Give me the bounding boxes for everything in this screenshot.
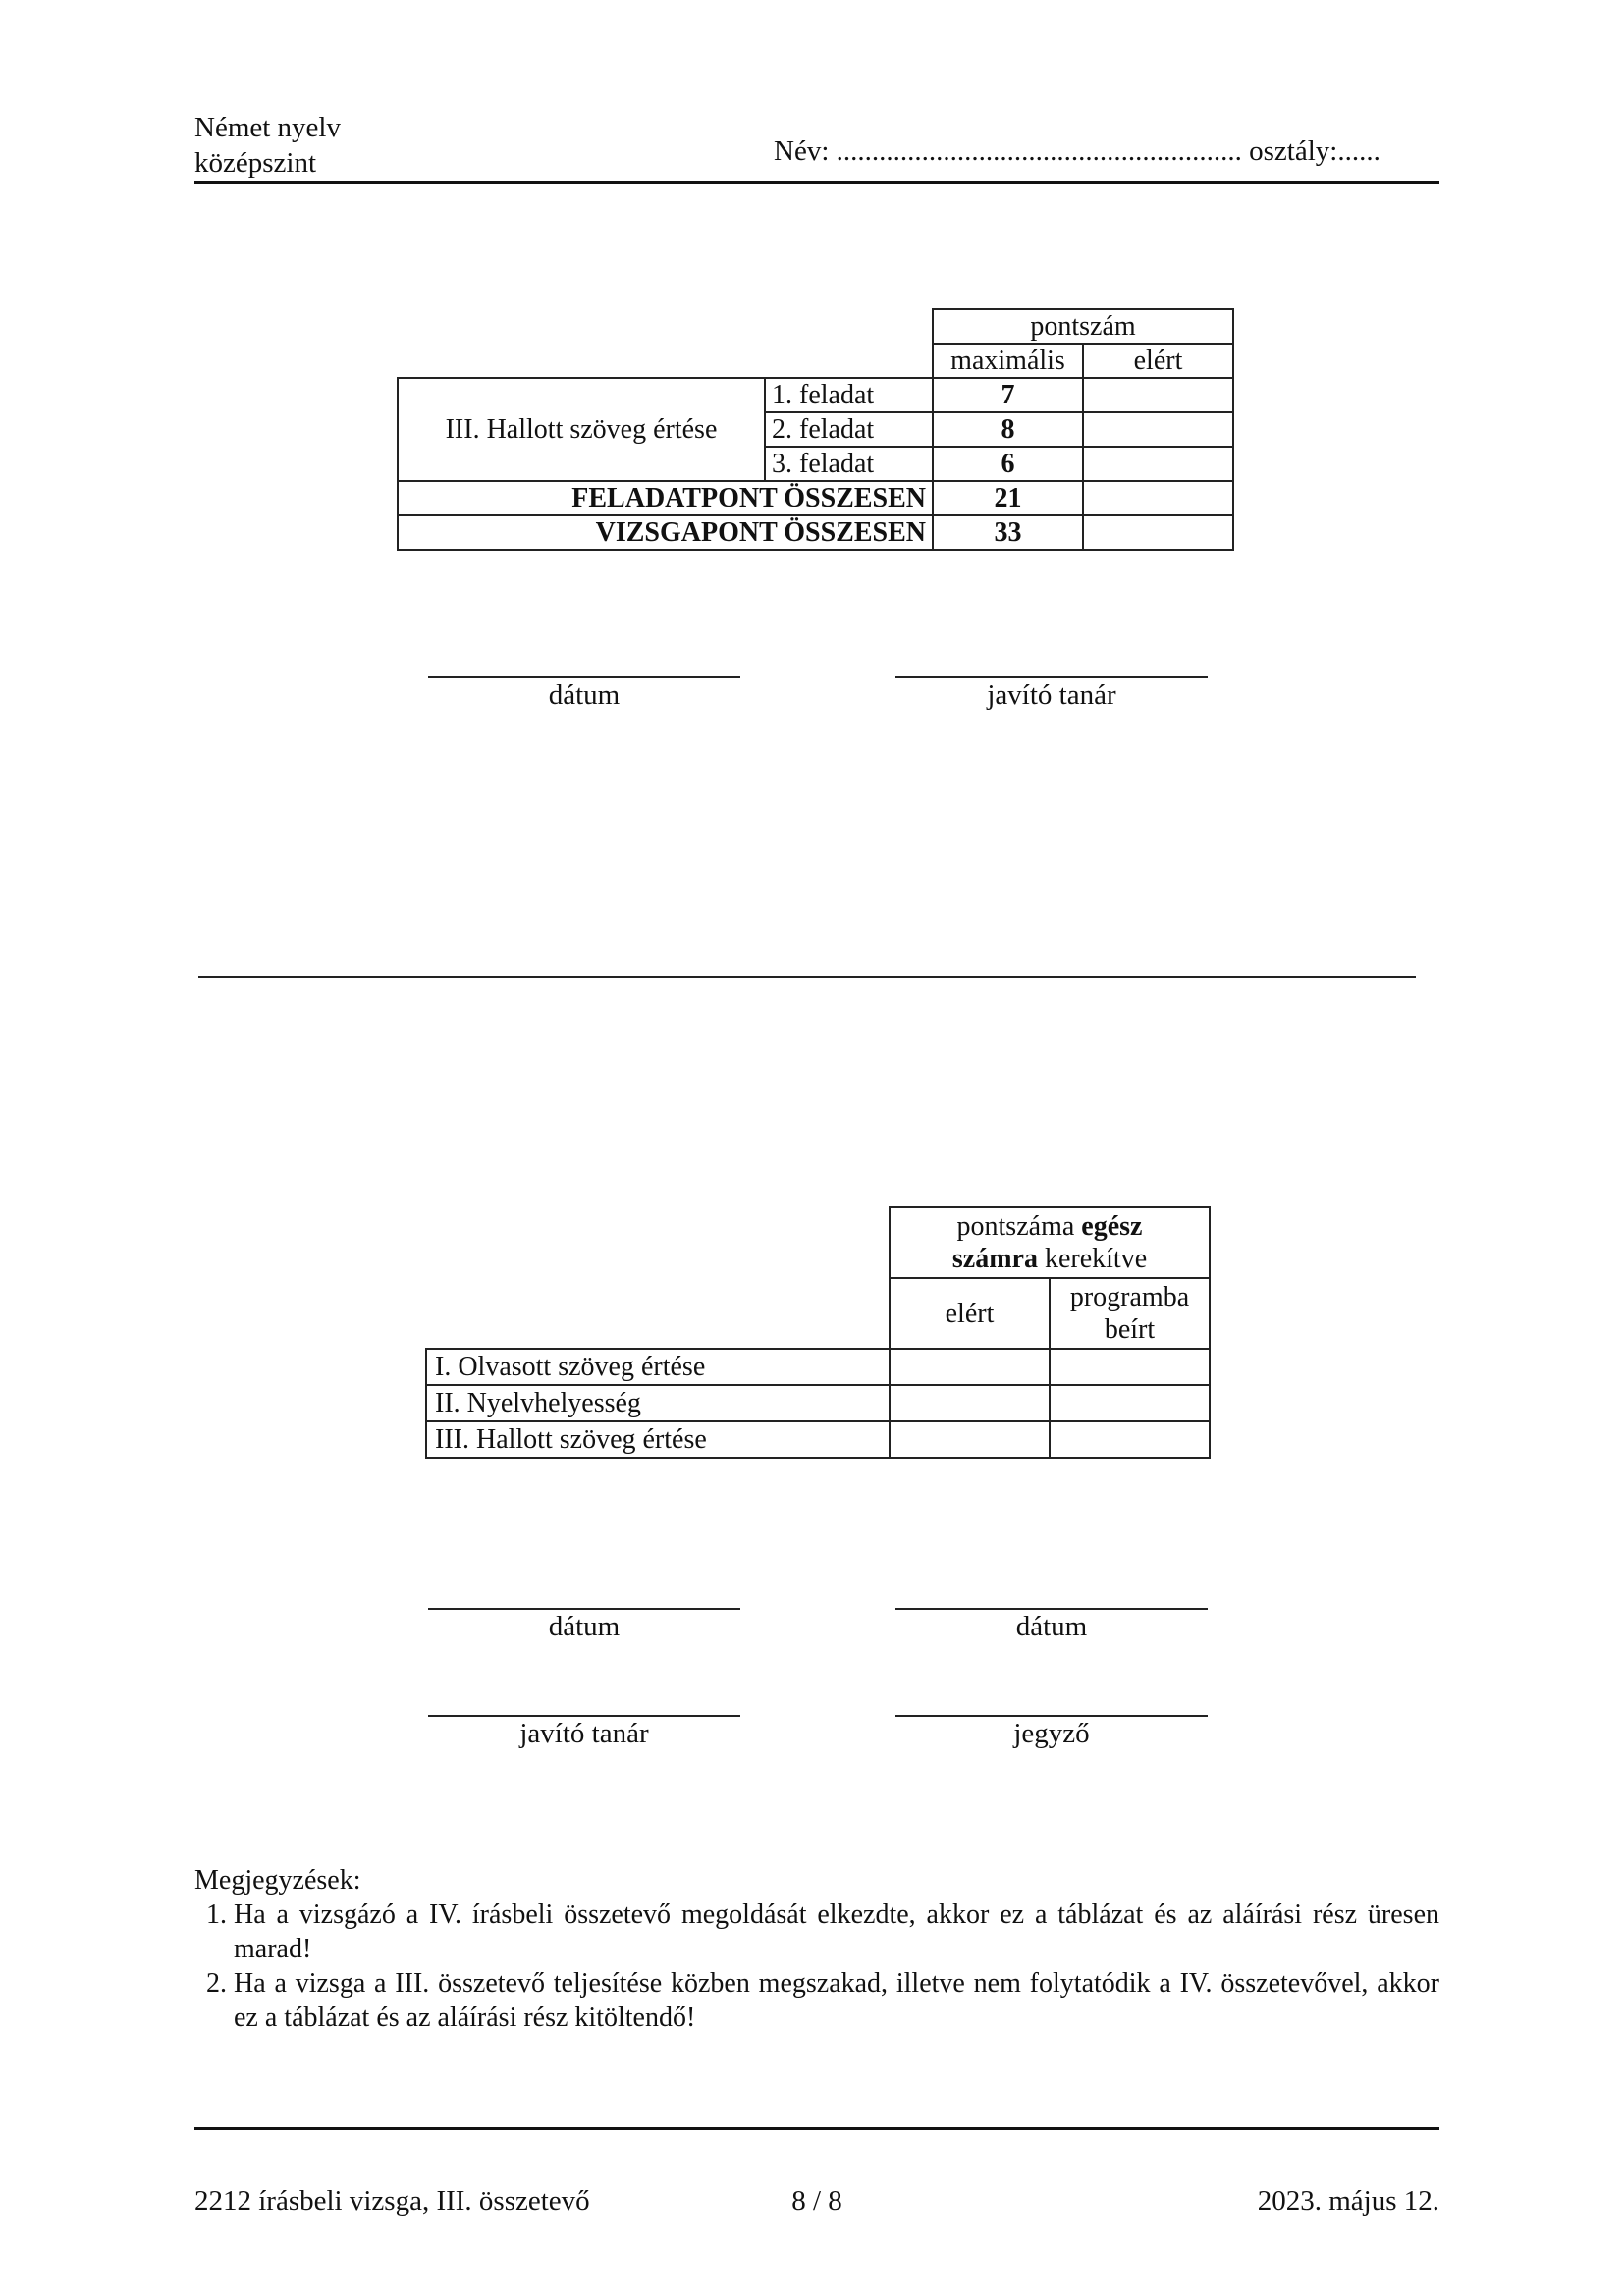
row-label: II. Nyelvhelyesség bbox=[426, 1385, 890, 1421]
task-achieved-cell[interactable] bbox=[1083, 378, 1233, 412]
task-label: 2. feladat bbox=[765, 412, 933, 447]
program-cell[interactable] bbox=[1050, 1421, 1210, 1458]
footer-exam-id: 2212 írásbeli vizsga, III. összetevő bbox=[194, 2185, 590, 2216]
task-total-achieved-cell[interactable] bbox=[1083, 481, 1233, 515]
achieved-cell[interactable] bbox=[890, 1421, 1050, 1458]
task-total-max: 21 bbox=[933, 481, 1083, 515]
subject: Német nyelv bbox=[194, 112, 341, 143]
section-label: III. Hallott szöveg értése bbox=[398, 378, 765, 481]
signature-line-date[interactable] bbox=[428, 1608, 740, 1610]
task-achieved-cell[interactable] bbox=[1083, 412, 1233, 447]
header-rule bbox=[194, 181, 1439, 184]
signature-line-teacher[interactable] bbox=[428, 1715, 740, 1717]
rounded-score-header: pontszáma egész számra kerekítve bbox=[890, 1207, 1210, 1278]
task-label: 1. feladat bbox=[765, 378, 933, 412]
signature-line-date[interactable] bbox=[428, 676, 740, 678]
exam-total-achieved-cell[interactable] bbox=[1083, 515, 1233, 550]
footer-date: 2023. május 12. bbox=[1257, 2185, 1439, 2216]
signature-label-teacher: javító tanár bbox=[987, 679, 1116, 711]
task-label: 3. feladat bbox=[765, 447, 933, 481]
signature-label-date: dátum bbox=[548, 1611, 621, 1642]
task-achieved-cell[interactable] bbox=[1083, 447, 1233, 481]
task-max: 7 bbox=[933, 378, 1083, 412]
col-achieved-header: elért bbox=[890, 1278, 1050, 1349]
header-subject-block bbox=[194, 110, 341, 181]
rounded-score-table bbox=[425, 1206, 1211, 1459]
section-divider bbox=[198, 976, 1416, 978]
notes-list bbox=[194, 1897, 1439, 2035]
notes-title: Megjegyzések: bbox=[194, 1865, 361, 1896]
row-label: III. Hallott szöveg értése bbox=[426, 1421, 890, 1458]
name-class-field: Név: ......................................................... osztály:...... bbox=[774, 135, 1380, 167]
footer-rule bbox=[194, 2127, 1439, 2130]
signature-label-clerk: jegyző bbox=[1013, 1718, 1090, 1749]
achieved-cell[interactable] bbox=[890, 1349, 1050, 1385]
signature-line-clerk[interactable] bbox=[895, 1715, 1208, 1717]
col-max-header: maximális bbox=[933, 344, 1083, 378]
score-table bbox=[397, 308, 1234, 551]
col-program-header: programba beírt bbox=[1050, 1278, 1210, 1349]
signature-line-teacher[interactable] bbox=[895, 676, 1208, 678]
note-item: 2. Ha a vizsga a III. összetevő teljesítése közben megszakad, illetve nem folytatódik a IV. összetevővel, akkor ez a táblázat és az aláírási rész kitöltendő! bbox=[234, 1966, 1439, 2035]
program-cell[interactable] bbox=[1050, 1385, 1210, 1421]
signature-label-date: dátum bbox=[1015, 1611, 1088, 1642]
exam-total-label: VIZSGAPONT ÖSSZESEN bbox=[398, 515, 933, 550]
note-item: 1. Ha a vizsgázó a IV. írásbeli összetevő megoldását elkezdte, akkor ez a táblázat és az aláírási rész üresen marad! bbox=[234, 1897, 1439, 1966]
notes bbox=[194, 1863, 1439, 2035]
program-cell[interactable] bbox=[1050, 1349, 1210, 1385]
col-group-header: pontszám bbox=[933, 309, 1233, 344]
task-total-label: FELADATPONT ÖSSZESEN bbox=[398, 481, 933, 515]
signature-label-teacher: javító tanár bbox=[519, 1718, 649, 1749]
signature-line-date[interactable] bbox=[895, 1608, 1208, 1610]
page-number: 8 / 8 bbox=[791, 2185, 842, 2216]
exam-total-max: 33 bbox=[933, 515, 1083, 550]
signature-label-date: dátum bbox=[548, 679, 621, 711]
achieved-cell[interactable] bbox=[890, 1385, 1050, 1421]
col-achieved-header: elért bbox=[1083, 344, 1233, 378]
task-max: 6 bbox=[933, 447, 1083, 481]
row-label: I. Olvasott szöveg értése bbox=[426, 1349, 890, 1385]
level: középszint bbox=[194, 147, 317, 179]
task-max: 8 bbox=[933, 412, 1083, 447]
